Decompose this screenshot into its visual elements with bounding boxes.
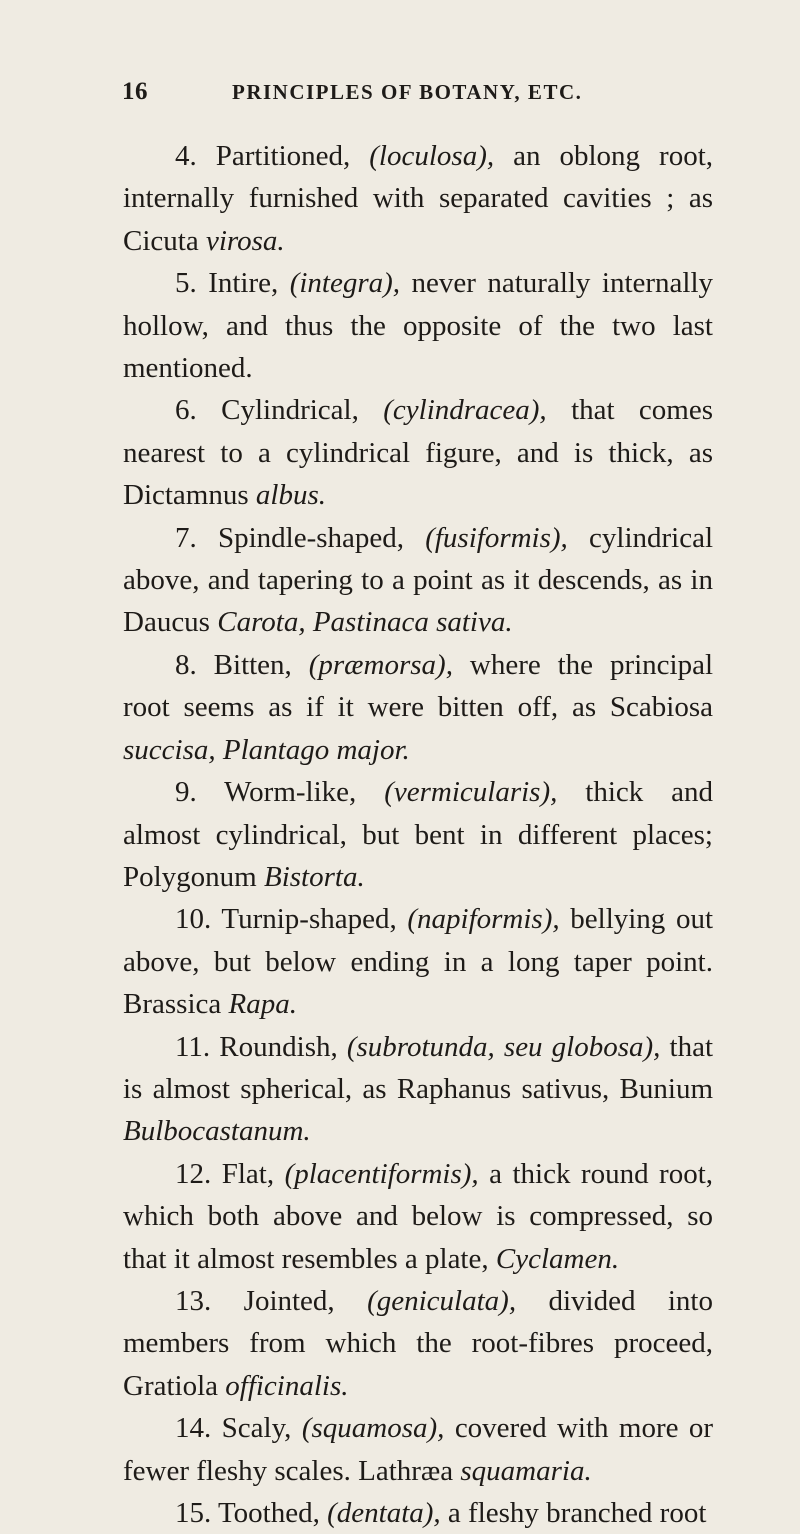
entry-term: Bitten, <box>213 648 292 681</box>
entry-latin: (præmorsa), <box>308 648 453 681</box>
entry-term: Partitioned, <box>215 140 351 172</box>
list-item <box>123 1153 713 1280</box>
entry-text: bellying out above, but below ending in a long taper point. Brassica <box>123 903 714 1021</box>
entry-latin: (subrotunda, seu globosa), <box>346 1030 661 1063</box>
entry-term: Intire, <box>208 267 279 300</box>
entry-number: 10. <box>175 903 212 936</box>
entry-text: never naturally internally hollow, and thus the opposite of the two last mentioned. <box>123 267 714 385</box>
entry-number: 9. <box>175 776 197 809</box>
entry-example: Bistorta. <box>264 860 365 893</box>
entry-example: Cyclamen. <box>495 1242 620 1275</box>
page-body <box>123 135 713 1534</box>
entry-number: 5. <box>175 267 197 300</box>
entry-example: squamaria. <box>460 1454 592 1487</box>
entry-term: Worm-like, <box>224 776 357 809</box>
entry-example: Carota, Pastinaca sativa. <box>217 606 513 639</box>
list-item <box>123 262 713 389</box>
page-number: 16 <box>122 78 148 105</box>
entry-text: thick and almost cylindrical, but bent in different places; Polygonum <box>123 776 714 893</box>
entry-latin: (vermicularis), <box>384 776 558 809</box>
entry-text: cylindrical above, and tapering to a point as it descends, as in Daucus <box>123 521 714 639</box>
list-item <box>123 771 713 898</box>
entry-term: Flat, <box>221 1157 275 1190</box>
entry-example: Rapa. <box>228 988 297 1021</box>
entry-term: Toothed, <box>217 1497 320 1529</box>
entry-latin: (placentiformis), <box>284 1157 479 1190</box>
entry-example: officinalis. <box>225 1369 349 1402</box>
entry-number: 6. <box>175 394 197 427</box>
entry-example: Bulbocastanum. <box>123 1115 311 1148</box>
entry-latin: (squamosa), <box>301 1412 445 1445</box>
entry-text: an oblong root, internally furnished with separated cavities ; as Cicuta <box>123 140 713 257</box>
page-header <box>120 78 720 114</box>
entry-text: a fleshy branched root <box>447 1497 707 1529</box>
entry-text: a thick round root, which both above and below is compressed, so that it almost resembles a plate, <box>123 1157 714 1275</box>
entry-text: that comes nearest to a cylindrical figure, and is thick, as Dictamnus <box>123 394 714 512</box>
entry-number: 8. <box>175 648 197 681</box>
entry-latin: (napiformis), <box>407 903 560 936</box>
entry-number: 11. <box>175 1030 211 1063</box>
entry-latin: (fusiformis), <box>425 521 568 554</box>
entry-text: where the principal root seems as if it were bitten off, as Scabiosa <box>123 648 714 724</box>
entry-text: that is almost spherical, as Raphanus sativus, Bunium <box>123 1030 714 1105</box>
list-item <box>123 1026 713 1153</box>
entry-example: albus. <box>255 479 326 512</box>
entry-number: 12. <box>175 1157 212 1190</box>
entry-example: succisa, Plantago major. <box>123 733 410 766</box>
entry-term: Roundish, <box>219 1030 338 1063</box>
list-item <box>123 898 713 1025</box>
running-title: PRINCIPLES OF BOTANY, ETC. <box>232 80 583 104</box>
list-item <box>123 644 713 771</box>
entry-number: 14. <box>175 1412 212 1445</box>
entry-example: virosa. <box>205 224 285 257</box>
list-item <box>123 1492 713 1534</box>
entry-number: 13. <box>175 1284 212 1317</box>
entry-term: Scaly, <box>221 1412 292 1445</box>
entry-latin: (dentata), <box>327 1497 441 1529</box>
entry-term: Spindle-shaped, <box>217 521 405 554</box>
list-item <box>123 1407 713 1492</box>
entry-text: divided into members from which the root-fibres proceed, Gratiola <box>123 1284 713 1402</box>
entry-latin: (cylindracea), <box>383 394 547 427</box>
list-item <box>123 1280 713 1407</box>
entry-latin: (integra), <box>289 267 401 300</box>
list-item <box>123 517 713 644</box>
entry-term: Turnip-shaped, <box>221 903 397 936</box>
entry-term: Cylindrical, <box>221 394 359 427</box>
entry-text: covered with more or fewer fleshy scales. Lathræa <box>123 1412 714 1487</box>
list-item <box>123 135 713 262</box>
entry-number: 7. <box>175 521 197 554</box>
list-item <box>123 389 713 516</box>
entry-latin: (geniculata), <box>367 1284 517 1317</box>
entry-term: Jointed, <box>243 1284 335 1317</box>
entry-latin: (loculosa), <box>369 140 495 172</box>
entry-number: 4. <box>175 140 197 172</box>
entry-number: 15. <box>175 1497 212 1529</box>
